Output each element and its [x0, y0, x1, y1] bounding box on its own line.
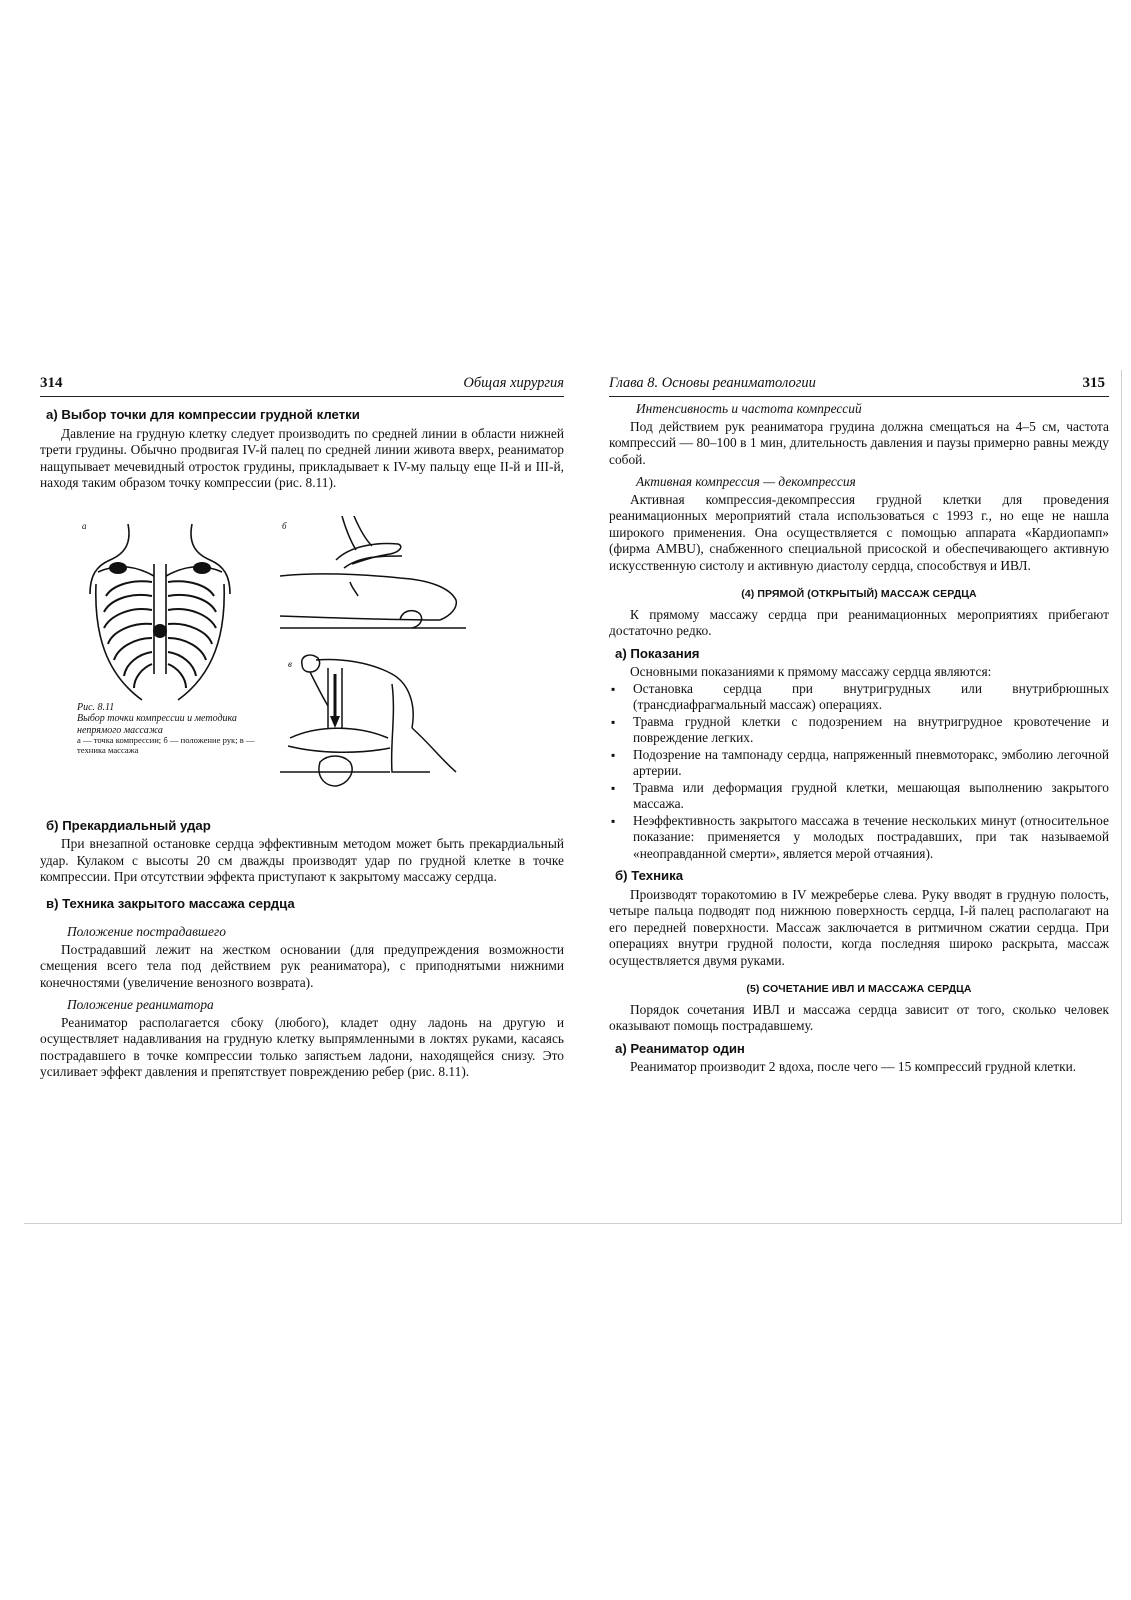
paragraph: Реаниматор производит 2 вдоха, после чего — 15 компрессий грудной клетки. — [630, 1059, 1077, 1074]
list-item: ▪ Остановка сердца при внутригрудных или внутрибрюшных (трансдиафрагмальный массаж) операциях. — [609, 681, 1109, 714]
section-heading: а) Реаниматор один — [615, 1040, 745, 1056]
figure-label-a: а — [82, 520, 87, 531]
kneeling-rescuer-illustration — [280, 654, 470, 804]
figure-caption-legend: а — точка компрессии; б — положение рук; в — техника массажа — [77, 735, 255, 755]
section-heading: а) Выбор точки для компрессии грудной клетки — [46, 407, 360, 422]
paragraph: Порядок сочетания ИВЛ и массажа сердца зависит от того, сколько человек оказывают помощь пострадавшему. — [609, 1001, 1109, 1033]
subsection-heading: Активная компрессия — декомпрессия — [636, 474, 856, 489]
paragraph: К прямому массажу сердца при реанимационных мероприятиях прибегают достаточно редко. — [609, 606, 1109, 638]
paragraph: Под действием рук реаниматора грудина должна смещаться на 4–5 см, частота компрессий — 80–100 в 1 мин, длительность давления и паузы примерно равны между собой. — [609, 418, 1109, 467]
running-title: Глава 8. Основы реаниматологии — [609, 375, 816, 391]
figure-label-v: в — [288, 658, 292, 669]
page-315 — [609, 370, 1109, 1076]
list-item: ▪ Травма грудной клетки с подозрением на внутригрудное кровотечение и повреждение легких. — [609, 714, 1109, 747]
running-title: Общая хирургия — [463, 375, 564, 391]
paragraph: При внезапной остановке сердца эффективным методом может быть прекардиальный удар. Кулаком с высоты 20 см дважды производят удар по грудной клетке в точке компрессии. При отсутствии эффекта приступают к закрытому массажу сердца. — [40, 836, 564, 884]
paragraph: Реаниматор располагается сбоку (любого), кладет одну ладонь на другую и осуществляет надавливания на грудную клетку выпрямленными в локтях руками, касаясь пострадавшего в точке компрессии только запястьем ладони, находящейся снизу. Это усиливает эффект давления и препятствует повреждению ребер (рис. 8.11). — [40, 1014, 564, 1079]
indications-list — [609, 681, 1109, 863]
page-number: 315 — [1082, 375, 1105, 391]
section-heading: а) Показания — [615, 645, 700, 661]
figure-caption-title: Рис. 8.11 — [77, 701, 115, 713]
hands-position-illustration — [280, 516, 470, 646]
section-heading: б) Прекардиальный удар — [46, 817, 211, 833]
paragraph: Основными показаниями к прямому массажу сердца являются: — [630, 664, 992, 679]
page-314 — [40, 370, 564, 1081]
section-heading: б) Техника — [615, 868, 684, 883]
chapter-section-heading: (4) ПРЯМОЙ (ОТКРЫТЫЙ) МАССАЖ СЕРДЦА — [741, 588, 977, 600]
subsection-heading: Положение реаниматора — [67, 997, 214, 1012]
list-item: ▪ Неэффективность закрытого массажа в течение нескольких минут (относительное показание: применяется у молодых пострадавших, при так называемой «неоправданной смерти», является мерой отчаяния). — [609, 813, 1109, 863]
page-number: 314 — [40, 375, 63, 391]
subsection-heading: Интенсивность и частота компрессий — [636, 401, 862, 416]
list-item: ▪ Травма или деформация грудной клетки, мешающая выполнению закрытого массажа. — [609, 780, 1109, 813]
running-header-right — [609, 370, 1109, 397]
running-header-left — [40, 370, 564, 397]
figure-8-11 — [40, 504, 564, 814]
subsection-heading: Положение пострадавшего — [67, 924, 226, 939]
paragraph: Активная компрессия-декомпрессия грудной клетки для проведения реанимационных мероприятий стала использоваться с 1993 г., но еще не нашла широкого применения. Она осуществляется с помощью аппарата «Кардиопамп» (фирма AMBU), снабженного специальной присоской и обеспечивающего активную искусственную систолу и активную диастолу сердца, способствуя и ИВЛ. — [609, 491, 1109, 573]
paragraph: Пострадавший лежит на жестком основании (для предупреждения возможности смещения всего тела под действием рук реаниматора), с приподнятыми нижними конечностями (увеличение венозного возврата). — [40, 941, 564, 990]
section-heading: в) Техника закрытого массажа сердца — [46, 895, 295, 911]
paragraph: Давление на грудную клетку следует производить по средней линии в области нижней трети грудины. Обычно продвигая IV-й палец по средней линии живота вверх, реаниматор нащупывает мечевидный отросток грудины, прикладывает к IV-му пальцу еще II-й и III-й, находя таким образом точку компрессии (рис. 8.11). — [40, 425, 564, 490]
book-spread — [24, 370, 1122, 1224]
figure-caption — [77, 702, 262, 756]
ribcage-illustration — [80, 524, 240, 704]
figure-label-b: б — [282, 520, 287, 531]
figure-caption-text: Выбор точки компрессии и методика непрямого массажа — [77, 713, 237, 736]
paragraph: Производят торакотомию в IV межреберье слева. Руку вводят в грудную полость, четыре пальца подводят под нижнюю поверхность сердца, I-й палец располагают на его передней поверхности. Массаж заключается в ритмичном сжатии сердца. При операциях внутри грудной полости, когда последняя широко раскрыта, массаж осуществляется двумя руками. — [609, 886, 1109, 968]
chapter-section-heading: (5) СОЧЕТАНИЕ ИВЛ И МАССАЖА СЕРДЦА — [746, 983, 972, 995]
list-item: ▪ Подозрение на тампонаду сердца, напряженный пневмоторакс, эмболию легочной артерии. — [609, 747, 1109, 780]
